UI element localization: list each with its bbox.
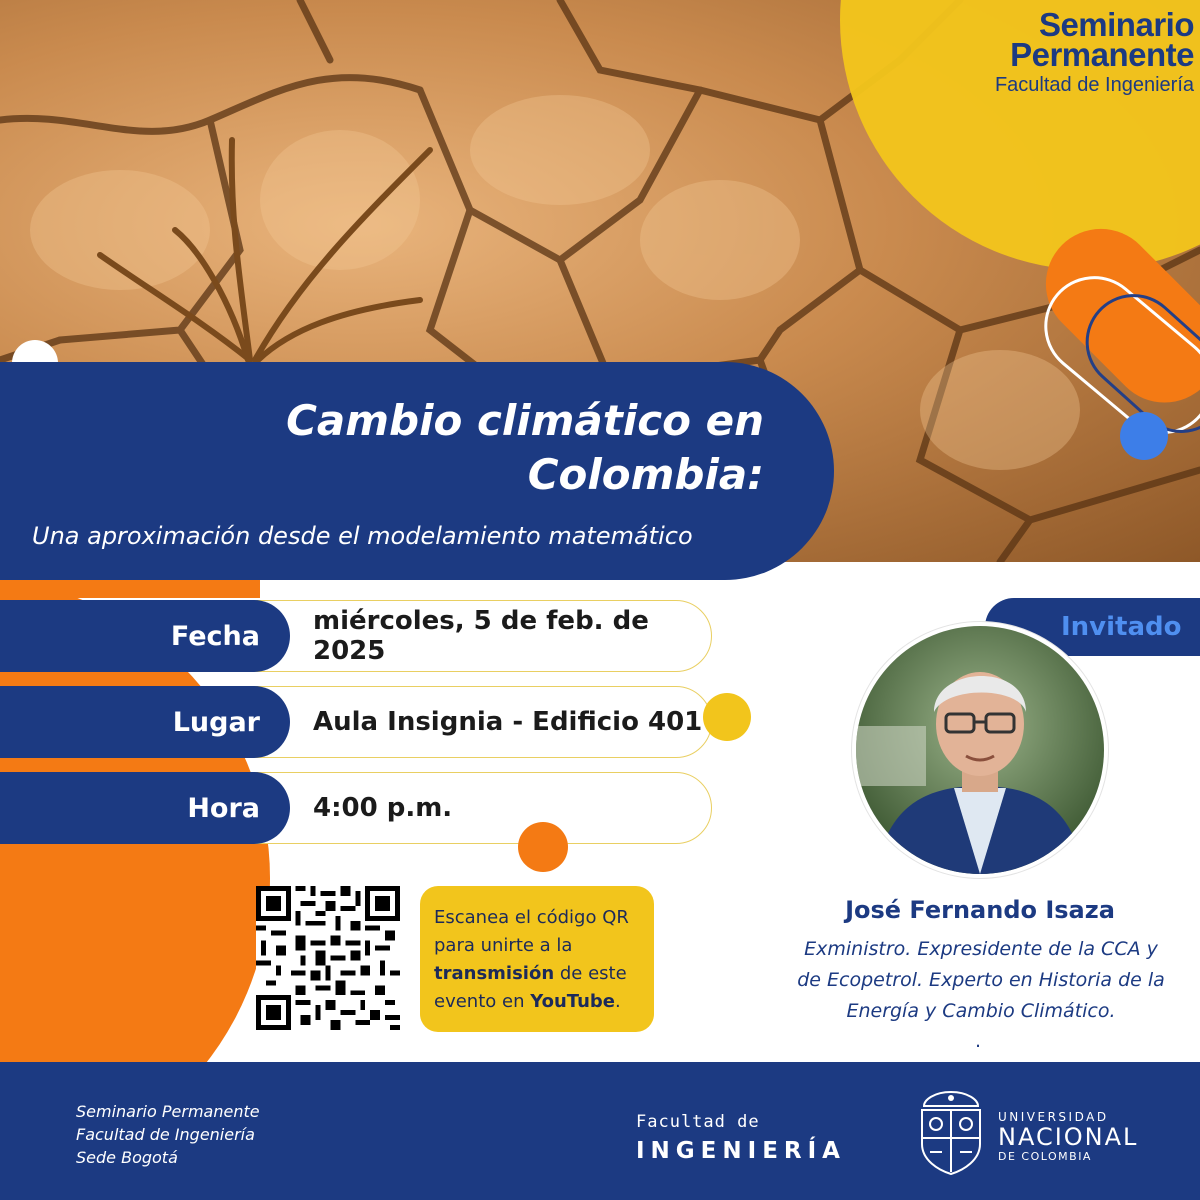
time-value: 4:00 p.m.	[240, 772, 712, 844]
date-label: Fecha	[0, 600, 290, 672]
brand-line1: Seminario	[1038, 6, 1194, 43]
guest-portrait	[852, 622, 1108, 878]
guest-trailing-dot: .	[975, 1030, 982, 1052]
orange-dot-decoration	[518, 822, 568, 872]
qr-text-3: .	[615, 991, 621, 1012]
qr-text-2: de este evento en	[434, 963, 627, 1012]
brand-line3: Facultad de Ingeniería	[994, 74, 1194, 96]
footer-line2: Facultad de Ingeniería	[76, 1125, 255, 1144]
footer-line3: Sede Bogotá	[76, 1148, 178, 1167]
event-subtitle: Una aproximación desde el modelamiento matemático	[32, 522, 693, 550]
qr-instructions	[420, 886, 654, 1032]
guest-bio: Exministro. Expresidente de la CCA y de Ecopetrol. Experto en Historia de la Energía y Cambio Climático.	[797, 938, 1165, 1022]
event-title: Cambio climático en Colombia:	[286, 396, 764, 499]
faculty-logo	[636, 1112, 846, 1164]
unal-seal-icon	[914, 1086, 988, 1178]
orange-bar-decoration	[0, 580, 260, 598]
time-label: Hora	[0, 772, 290, 844]
yellow-dot-decoration	[703, 693, 751, 741]
qr-bold-youtube: YouTube	[530, 991, 615, 1012]
date-value: miércoles, 5 de feb. de 2025	[240, 600, 712, 672]
place-label: Lugar	[0, 686, 290, 758]
footer-seminar-info	[76, 1100, 260, 1169]
guest-portrait-illustration	[856, 626, 1104, 874]
qr-text-1: Escanea el código QR para unirte a la	[434, 907, 629, 956]
title-banner	[0, 362, 834, 580]
place-value: Aula Insignia - Edificio 401	[240, 686, 712, 758]
unal-line2: NACIONAL	[998, 1123, 1139, 1151]
guest-tab: Invitado	[985, 598, 1200, 656]
qr-code-icon[interactable]	[256, 886, 400, 1030]
seminar-brand	[994, 6, 1194, 97]
faculty-logo-line1: Facultad de	[636, 1112, 760, 1132]
unal-line1: UNIVERSIDAD	[998, 1110, 1109, 1124]
unal-line3: DE COLOMBIA	[998, 1150, 1092, 1163]
faculty-logo-line2: INGENIERÍA	[636, 1138, 846, 1164]
footer	[0, 1062, 1200, 1200]
guest-name: José Fernando Isaza	[845, 896, 1115, 924]
qr-bold-transmission: transmisión	[434, 963, 555, 984]
brand-line2: Permanente	[1010, 36, 1194, 73]
footer-line1: Seminario Permanente	[76, 1102, 260, 1121]
unal-logo-text	[998, 1110, 1138, 1163]
blue-dot-decoration	[1120, 412, 1168, 460]
